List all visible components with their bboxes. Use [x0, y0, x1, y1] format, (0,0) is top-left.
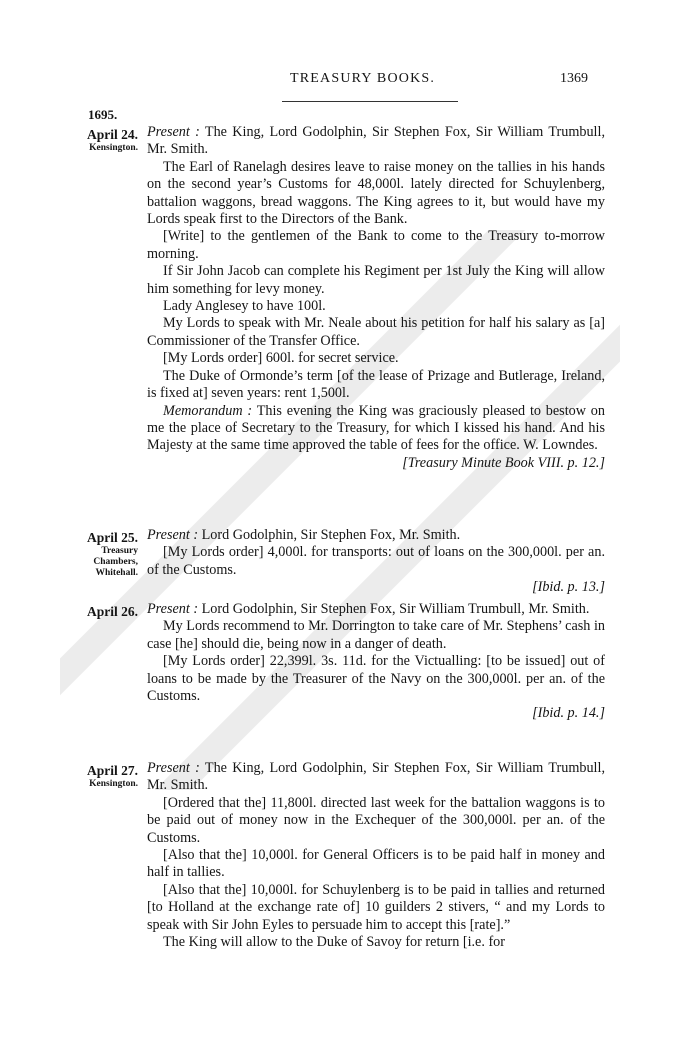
present-line	[147, 601, 605, 618]
entry-body	[147, 527, 605, 597]
entry-paragraph: If Sir John Jacob can complete his Regiment per 1st July the King will allow him something for levy money.	[147, 263, 605, 297]
present-text: Lord Godolphin, Sir Stephen Fox, Sir William Trumbull, Mr. Smith.	[198, 601, 590, 617]
citation	[147, 455, 605, 472]
entry-paragraph: [Write] to the gentlemen of the Bank to come to the Treasury to-morrow morning.	[147, 228, 605, 262]
entry-date: April 25.	[86, 530, 138, 545]
entry-paragraph: Lady Anglesey to have 100l.	[163, 298, 326, 315]
citation-text: [Ibid. p. 14.]	[532, 705, 605, 722]
citation	[147, 579, 605, 596]
entry-paragraph: [My Lords order] 4,000l. for transports: out of loans on the 300,000l. per an. of the Customs.	[147, 544, 605, 578]
present-line	[147, 527, 605, 544]
entry-margin	[72, 762, 138, 790]
entry-place: Kensington.	[89, 143, 138, 153]
header-rule	[282, 101, 458, 102]
entry-margin	[72, 126, 138, 154]
present-text: Lord Godolphin, Sir Stephen Fox, Mr. Smith.	[198, 527, 461, 543]
entry-paragraph: The King will allow to the Duke of Savoy for return [i.e. for	[163, 934, 505, 951]
present-line	[147, 760, 605, 795]
entry-paragraph: [My Lords order] 600l. for secret service.	[163, 350, 399, 367]
entry-paragraph: The Earl of Ranelagh desires leave to raise money on the tallies in his hands on the second year’s Customs for 48,000l. lately directed for Schuylenberg, battalion waggons, bread waggons. The King agrees to it, but would have my Lords speak first to the Directors of the Bank.	[147, 158, 605, 228]
entry-body	[147, 124, 605, 472]
entry-paragraph: [Also that the] 10,000l. for General Officers is to be paid half in money and half in tallies.	[147, 847, 605, 881]
memorandum-text: This evening the King was graciously pleased to bestow on me the place of Secretary to the Treasury, for which I kissed his hand. And his Majesty at the same time approved the table of fees for the office. W. Lowndes.	[147, 402, 605, 454]
present-line	[147, 124, 605, 159]
entry-margin	[72, 603, 138, 620]
entry-place: Kensington.	[89, 779, 138, 789]
running-head: TREASURY BOOKS.	[290, 71, 436, 86]
present-text: The King, Lord Godolphin, Sir Stephen Fox, Sir William Trumbull, Mr. Smith.	[147, 124, 605, 158]
present-label: Present :	[147, 601, 199, 617]
entry-paragraph: [Also that the] 10,000l. for Schuylenberg is to be paid in tallies and returned [to Holland at the exchange rate of] 10 guilders 2 stivers, “ and my Lords to speak with Sir John Eyles to persuade him to accept this [rate].”	[147, 881, 605, 933]
entry-paragraph: [My Lords order] 22,399l. 3s. 11d. for the Victualling: [to be issued] out of loans to be made by the Treasurer of the Navy on the 300,000l. per an. of the Customs.	[147, 653, 605, 705]
memorandum-label: Memorandum :	[163, 402, 253, 419]
page-header	[0, 58, 674, 86]
memorandum	[147, 403, 605, 455]
present-text: The King, Lord Godolphin, Sir Stephen Fox, Sir William Trumbull, Mr. Smith.	[147, 760, 605, 794]
entry-body	[147, 760, 605, 951]
entry-date: April 27.	[86, 763, 138, 778]
entry-paragraph: My Lords to speak with Mr. Neale about his petition for half his salary as [a] Commissioner of the Transfer Office.	[147, 315, 605, 349]
present-label: Present :	[147, 124, 200, 140]
entry-margin	[72, 529, 138, 579]
entry-paragraph: My Lords recommend to Mr. Dorrington to take care of Mr. Stephens’ cash in case [he] should die, being now in a danger of death.	[147, 618, 605, 652]
page-number: 1369	[560, 71, 588, 86]
entry-body	[147, 601, 605, 723]
entry-place: Treasury Chambers, Whitehall.	[93, 546, 138, 578]
citation-text: [Ibid. p. 13.]	[532, 579, 605, 596]
present-label: Present :	[147, 760, 200, 776]
entry-date: April 24.	[86, 127, 138, 142]
year-label: 1695.	[88, 107, 118, 122]
present-label: Present :	[147, 527, 199, 543]
citation	[147, 705, 605, 722]
entry-date: April 26.	[86, 604, 138, 619]
citation-text: [Treasury Minute Book VIII. p. 12.]	[402, 454, 605, 471]
entry-paragraph: The Duke of Ormonde’s term [of the lease of Prizage and Butlerage, Ireland, is fixed at] seven years: rent 1,500l.	[147, 367, 605, 402]
entry-paragraph: [Ordered that the] 11,800l. directed last week for the battalion waggons is to be paid out of money now in the Exchequer of the 300,000l. per an. of the Customs.	[147, 794, 605, 846]
